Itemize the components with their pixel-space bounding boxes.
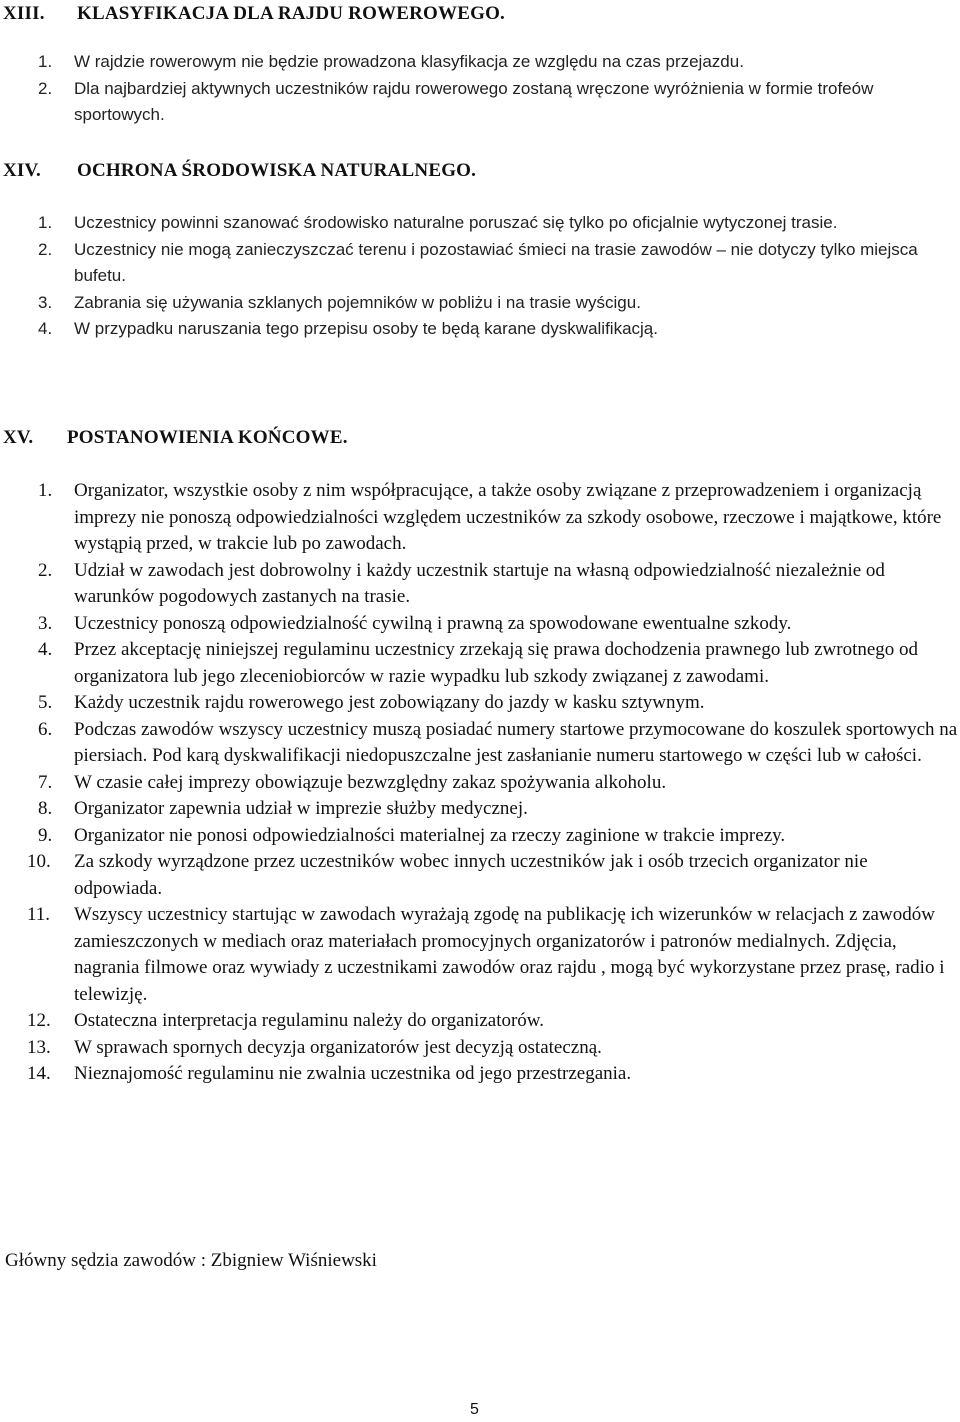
list-item	[27, 1035, 960, 1062]
item-text: Wszyscy uczestnicy startując w zawodach wyrażają zgodę na publikację ich wizerunków w relacjach z zawodów zamieszczonych w mediach oraz materiałach promocyjnych organizatorów i patronów medialnych. Zdjęcia, nagrania filmowe oraz wywiady z uczestnikami zawodów oraz rajdu , mogą być wykorzystane przez prasę, radio i telewizję.	[74, 904, 945, 1005]
item-number: 10.	[27, 851, 51, 872]
section-heading-xiii	[3, 3, 505, 25]
item-text: W rajdzie rowerowym nie będzie prowadzona klasyfikacja ze względu na czas przejazdu.	[74, 52, 744, 71]
section-heading-xv	[3, 427, 348, 449]
item-text: Organizator, wszystkie osoby z nim współpracujące, a także osoby związane z przeprowadzeniem i organizacją imprezy nie ponoszą odpowiedzialności względem uczestników za szkody osobowe, rzeczowe i majątkowe, które wystąpią przed, w trakcie lub po zawodach.	[74, 480, 942, 554]
list-item	[38, 316, 960, 343]
item-text: Zabrania się używania szklanych pojemników w pobliżu i na trasie wyścigu.	[74, 292, 641, 312]
item-number: 1.	[38, 52, 53, 71]
item-text: Przez akceptację niniejszej regulaminu uczestnicy zrzekają się prawa dochodzenia prawnego lub zwrotnego od organizatora lub jego zleceniobiorców w razie wypadku lub szkody związanej z zawodami.	[74, 639, 919, 687]
list-item	[27, 1008, 960, 1035]
item-number: 14.	[27, 1063, 51, 1084]
section-title: OCHRONA ŚRODOWISKA NATURALNEGO.	[77, 160, 477, 181]
item-number: 8.	[38, 798, 53, 819]
list-item	[38, 770, 960, 797]
signature-line: Główny sędzia zawodów : Zbigniew Wiśniewski	[5, 1250, 377, 1271]
list-item	[38, 210, 960, 237]
list-item	[38, 237, 960, 290]
item-text: Organizator zapewnia udział w imprezie służby medycznej.	[74, 798, 528, 819]
item-number: 11.	[27, 904, 51, 925]
item-text: Dla najbardziej aktywnych uczestników rajdu rowerowego zostaną wręczone wyróżnienia w formie trofeów sportowych.	[74, 78, 874, 124]
item-number: 2.	[38, 559, 53, 581]
item-text: Uczestnicy powinni szanować środowisko naturalne poruszać się tylko po oficjalnie wytyczonej trasie.	[74, 213, 838, 232]
item-number: 4.	[38, 319, 53, 338]
section-title: POSTANOWIENIA KOŃCOWE.	[67, 427, 348, 448]
item-number: 12.	[27, 1010, 51, 1031]
item-text: Ostateczna interpretacja regulaminu należy do organizatorów.	[74, 1010, 545, 1031]
section-title: KLASYFIKACJA DLA RAJDU ROWEROWEGO.	[77, 3, 506, 24]
item-text: Podczas zawodów wszyscy uczestnicy muszą posiadać numery startowe przymocowane do koszulek sportowych na piersiach. Pod karą dyskwalifikacji niedopuszczalne jest zasłanianie numeru startowego w części lub w całości.	[74, 718, 958, 766]
list-item	[27, 849, 960, 902]
item-text: Udział w zawodach jest dobrowolny i każdy uczestnik startuje na własną odpowiedzialność niezależnie od warunków pogodowych zastanych na trasie.	[74, 559, 885, 607]
item-number: 13.	[27, 1036, 51, 1058]
item-number: 1.	[38, 213, 53, 232]
list-item	[38, 717, 960, 770]
item-text: Uczestnicy ponoszą odpowiedzialność cywilną i prawną za spowodowane ewentualne szkody.	[74, 612, 792, 634]
list-item	[38, 637, 960, 690]
list-item	[38, 290, 960, 317]
item-number: 5.	[38, 692, 53, 713]
item-text: Uczestnicy nie mogą zanieczyszczać terenu i pozostawiać śmieci na trasie zawodów – nie dotyczy tylko miejsca bufetu.	[74, 239, 918, 285]
item-text: W przypadku naruszania tego przepisu osoby te będą karane dyskwalifikacją.	[74, 319, 658, 338]
item-text: Za szkody wyrządzone przez uczestników wobec innych uczestników jak i osób trzecich organizator nie odpowiada.	[74, 851, 868, 899]
list-item	[38, 558, 960, 611]
section-number: XV.	[3, 427, 34, 448]
item-text: W sprawach spornych decyzja organizatorów jest decyzją ostateczną.	[74, 1036, 602, 1058]
item-number: 2.	[38, 239, 53, 259]
item-number: 2.	[38, 78, 53, 98]
list-item	[38, 611, 960, 638]
list-item	[38, 76, 938, 129]
section-xv-list	[27, 478, 960, 1088]
section-xiii-list	[38, 49, 938, 129]
item-text: Organizator nie ponosi odpowiedzialności materialnej za rzeczy zaginione w trakcie imprezy.	[74, 824, 786, 846]
list-item	[38, 823, 960, 850]
list-item	[38, 796, 960, 823]
list-item	[27, 1061, 960, 1088]
item-number: 3.	[38, 292, 53, 312]
list-item	[38, 49, 938, 76]
list-item	[38, 690, 960, 717]
item-number: 6.	[38, 718, 53, 740]
section-heading-xiv	[3, 160, 476, 182]
section-number: XIV.	[3, 160, 41, 181]
item-number: 1.	[38, 480, 53, 501]
item-number: 3.	[38, 612, 53, 634]
page-number: 5	[470, 1401, 479, 1418]
list-item	[27, 902, 960, 1008]
section-number: XIII.	[3, 3, 45, 24]
item-number: 4.	[38, 639, 53, 660]
item-number: 7.	[38, 771, 53, 793]
item-number: 9.	[38, 824, 53, 846]
section-xiv-list	[38, 210, 960, 343]
item-text: Każdy uczestnik rajdu rowerowego jest zobowiązany do jazdy w kasku sztywnym.	[74, 692, 705, 713]
list-item	[38, 478, 960, 558]
item-text: Nieznajomość regulaminu nie zwalnia uczestnika od jego przestrzegania.	[74, 1063, 632, 1084]
item-text: W czasie całej imprezy obowiązuje bezwzględny zakaz spożywania alkoholu.	[74, 771, 667, 793]
